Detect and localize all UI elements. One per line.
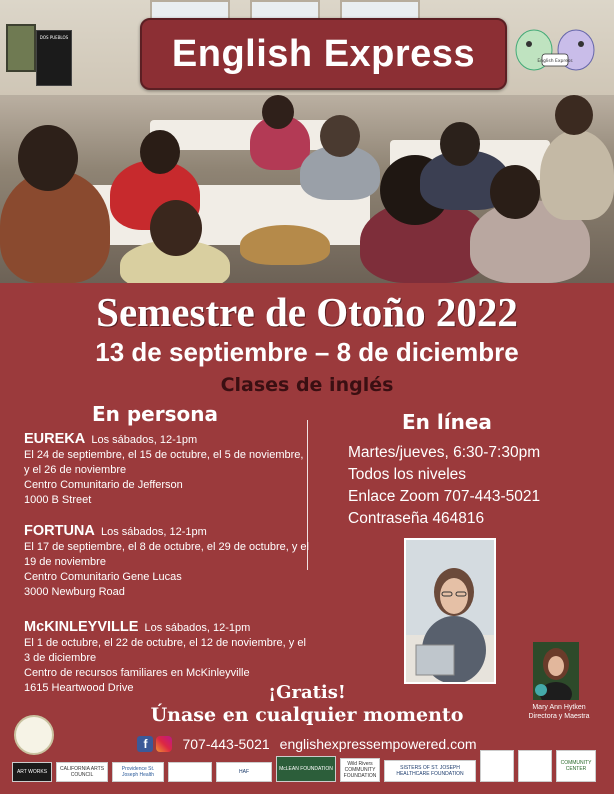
teacher-role: Directora y Maestra (528, 713, 590, 720)
title-banner (140, 18, 507, 90)
location-dates: El 1 de octubre, el 22 de octubre, el 12 de noviembre, y el 3 de diciembre (24, 637, 306, 664)
location-schedule: Los sábados, 12-1pm (91, 434, 198, 446)
student-head (555, 95, 593, 135)
website-link[interactable]: englishexpressempowered.com (279, 736, 477, 752)
location-schedule: Los sábados, 12-1pm (101, 526, 207, 538)
location-city: EUREKA (24, 431, 86, 447)
sponsor-logo (480, 750, 514, 782)
location-venue: Centro de recursos familiares en McKinleyville (24, 667, 250, 679)
location-dates: El 17 de septiembre, el 8 de octubre, el 29 de octubre, y el 19 de noviembre (24, 541, 309, 568)
student-head (320, 115, 360, 157)
location-venue: Centro Comunitario Gene Lucas (24, 571, 182, 583)
sponsor-logo: COMMUNITY CENTER (556, 750, 596, 782)
student-head (262, 95, 294, 129)
teacher-name: Mary Ann Hytken (532, 704, 586, 711)
sponsor-logo: Wild Rivers COMMUNITY FOUNDATION (340, 758, 380, 782)
bag (240, 225, 330, 265)
classes-subtitle: Clases de inglés (220, 374, 394, 396)
phone-number: 707-443-5021 (182, 736, 270, 752)
online-details (348, 442, 540, 530)
location-venue: Centro Comunitario de Jefferson (24, 479, 183, 491)
online-heading: En línea (402, 410, 492, 434)
sponsor-logo: HAF (216, 762, 272, 782)
location-city: McKINLEYVILLE (24, 619, 139, 635)
student-head (150, 200, 202, 256)
semester-title: Semestre de Otoño 2022 (96, 289, 518, 335)
sponsor-logo: SISTERS OF ST. JOSEPH HEALTHCARE FOUNDATION (384, 760, 476, 782)
free-label: ¡Gratis! (268, 682, 346, 703)
sponsor-logo: CALIFORNIA ARTS COUNCIL (56, 762, 108, 782)
facebook-icon[interactable]: f (137, 736, 153, 752)
english-express-logo (514, 26, 596, 76)
in-person-heading: En persona (92, 402, 218, 426)
logo-text: English Express (537, 59, 573, 64)
join-anytime: Únase en cualquier momento (150, 704, 464, 726)
location-eureka (24, 432, 309, 508)
sponsor-logos (10, 750, 606, 788)
sponsor-logo: Providence St. Joseph Health (112, 762, 164, 782)
semester-dates: 13 de septiembre – 8 de diciembre (95, 337, 519, 367)
student-head (490, 165, 540, 219)
student (540, 130, 614, 220)
location-dates: El 24 de septiembre, el 15 de octubre, el 5 de noviembre, y el 26 de noviembre (24, 449, 304, 476)
sponsor-logo: ART WORKS (12, 762, 52, 782)
student-head (440, 122, 480, 166)
online-levels: Todos los niveles (348, 466, 467, 483)
location-address: 1615 Heartwood Drive (24, 682, 134, 694)
sponsor-logo (168, 762, 212, 782)
location-fortuna (24, 524, 309, 600)
student-head (140, 130, 180, 174)
location-city: FORTUNA (24, 523, 95, 539)
sponsor-logo: McLEAN FOUNDATION (276, 756, 336, 782)
poster: DOS PUEBLOS (36, 30, 72, 86)
student-head (18, 125, 78, 191)
sponsor-logo (518, 750, 552, 782)
location-address: 3000 Newburg Road (24, 586, 125, 598)
online-schedule: Martes/jueves, 6:30-7:30pm (348, 444, 541, 461)
teacher-photo (404, 538, 496, 684)
bulletin-board (6, 24, 36, 72)
page-title: English Express (171, 32, 476, 75)
online-password: Contraseña 464816 (348, 510, 485, 527)
location-address: 1000 B Street (24, 494, 92, 506)
location-schedule: Los sábados, 12-1pm (144, 622, 251, 634)
online-zoom: Enlace Zoom 707-443-5021 (348, 488, 541, 505)
